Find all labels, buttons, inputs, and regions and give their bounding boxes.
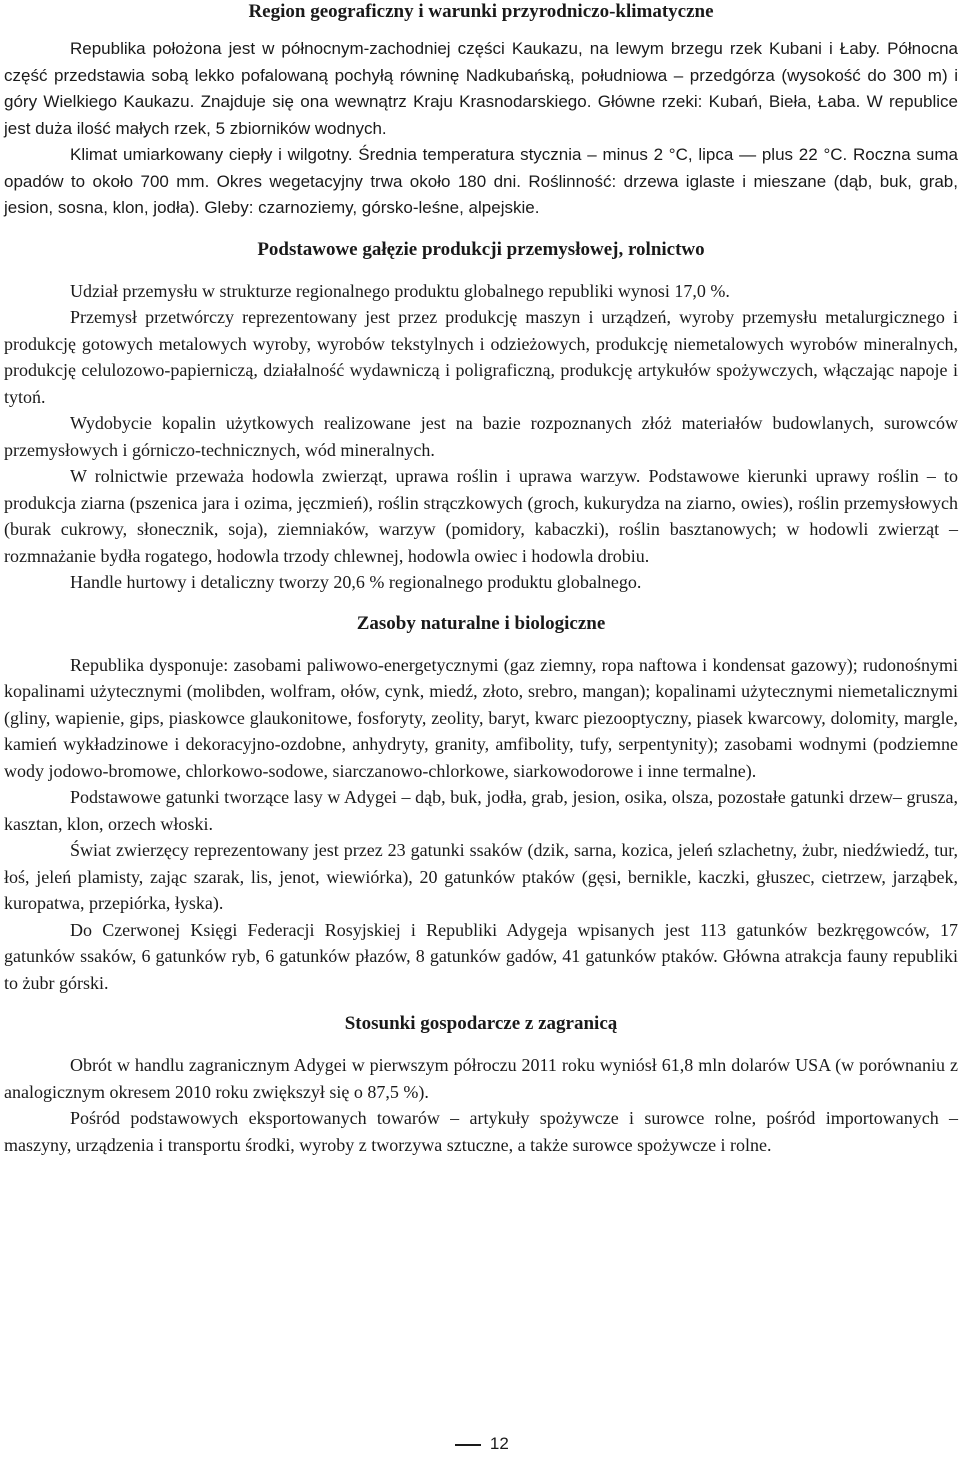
section-heading: Zasoby naturalne i biologiczne [356,612,606,634]
section-heading: Region geograficzny i warunki przyrodniczo-klimatyczne [248,1,714,22]
section-body [4,1052,958,1158]
paragraph: Udział przemysłu w strukturze regionalnego produktu globalnego republiki wynosi 17,0 %. [70,280,730,301]
page-footer [0,1434,960,1454]
page-number: 12 [489,1434,509,1453]
section-heading: Podstawowe gałęzie produkcji przemysłowej, rolnictwo [257,238,705,260]
paragraph: Podstawowe gatunki tworzące lasy w Adygei – dąb, buk, jodła, grab, jesion, osika, olsza, pozostałe gatunki drzew– grusza, kasztan, klon, orzech włoski. [4,787,958,834]
section-body [4,652,958,997]
paragraph: Przemysł przetwórczy reprezentowany jest przez produkcję maszyn i urządzeń, wyroby przemysłu metalurgicznego i produkcję gotowych metalowych wyroby, wyrobów tekstylnych i odzieżowych, produkcję niemetalowych wyrobów mineralnych, produkcję celulozowo-papierniczą, działalność wydawniczą i poligraficzną, produkcję artykułów spożywczych, włączając napoje i tytoń. [4,307,958,407]
paragraph: Świat zwierzęcy reprezentowany jest przez 23 gatunki ssaków (dzik, sarna, kozica, jeleń szlachetny, żubr, niedźwiedź, tur, łoś, jeleń plamisty, zając szarak, lis, jenot, wiewiórka), 20 gatunków ptaków (gęsi, bernikle, kaczki, głuszec, cietrzew, jarząbek, kuropatwa, przepiórka, łyska). [4,840,958,913]
paragraph: Pośród podstawowych eksportowanych towarów – artykuły spożywcze i surowce rolne, pośród importowanych – maszyny, urządzenia i transportu środki, wyroby z tworzywa sztuczne, a także surowce spożywcze i rolne. [4,1108,958,1155]
paragraph: Wydobycie kopalin użytkowych realizowane jest na bazie rozpoznanych złóż materiałów budowlanych, surowców przemysłowych i górniczo-technicznych, wód mineralnych. [4,413,958,460]
footer-rule [455,1444,481,1446]
paragraph: W rolnictwie przeważa hodowla zwierząt, uprawa roślin i uprawa warzyw. Podstawowe kierunki uprawy roślin – to produkcja ziarna (pszenica jara i ozima, jęczmień), roślin strączkowych (groch, kukurydza na ziarno, owies), roślin przemysłowych (burak cukrowy, słonecznik, soja), ziemniaków, warzyw (pomidory, kabaczki), roślin basztanowych; w hodowli zwierząt – rozmnażanie bydła rogatego, hodowla trzody chlewnej, hodowla owiec i hodowla drobiu. [4,466,958,566]
section-foreign-trade [4,1012,958,1158]
paragraph: Republika położona jest w północnym-zachodniej części Kaukazu, na lewym brzegu rzek Kubani i Łaby. Północna część przedstawia sobą lekko pofalowaną pochyłą równinę Nadkubańską, południowa – przedgórza (wysokość do 300 m) i góry Wielkiego Kaukazu. Znajduje się ona wewnątrz Kraju Krasnodarskiego. Główne rzeki: Kubań, Biełа, Łaba. W republice jest duża ilość małych rzek, 5 zbiorników wodnych. [4,39,958,138]
section-industry [4,238,958,596]
paragraph: Handle hurtowy i detaliczny tworzy 20,6 % regionalnego produktu globalnego. [70,572,642,592]
paragraph: Klimat umiarkowany ciepły i wilgotny. Średnia temperatura stycznia – minus 2 °C, lipca — plus 22 °C. Roczna suma opadów to około 700 mm. Okres wegetacyjny trwa około 180 dni. Roślinność: drzewa iglaste i mieszane (dąb, buk, grab, jesion, sosna, klon, jodła). Gleby: czarnoziemy, górsko-leśne, alpejskie. [4,145,958,217]
section-geography [4,0,958,222]
document-page [4,0,958,1158]
paragraph: Obrót w handlu zagranicznym Adygei w pierwszym półroczu 2011 roku wyniósł 61,8 mln dolarów USA (w porównaniu z analogicznym okresem 2010 roku zwiększył się o 87,5 %). [4,1055,958,1102]
paragraph: Republika dysponuje: zasobami paliwowo-energetycznymi (gaz ziemny, ropa naftowa i kondensat gazowy); rudonośnymi kopalinami użytecznymi (molibden, wolfram, ołów, cynk, miedź, złoto, srebro, mangan); kopalinami użytecznymi niemetalicznymi (gliny, wapienie, gips, piaskowce glaukonitowe, fosforyty, zeolity, baryt, kwarc piezooptyczny, piasek kwarcowy, dolomity, margle, kamień wykładzinowe i dekoracyjno-ozdobne, anhydryty, granity, amfibolity, tufy, serpentynity); zasobami wodnymi (podziemne wody jodowo-bromowe, chlorkowo-sodowe, siarczanowo-chlorkowe, siarkowodorowe i inne termalne). [4,654,958,781]
section-body [4,278,958,596]
section-heading: Stosunki gospodarcze z zagranicą [344,1013,618,1034]
section-natural-resources [4,612,958,997]
section-body [4,36,958,222]
paragraph: Do Czerwonej Księgi Federacji Rosyjskiej i Republiki Adygeja wpisanych jest 113 gatunków bezkręgowców, 17 gatunków ssaków, 6 gatunków ryb, 6 gatunków płazów, 8 gatunków gadów, 41 gatunków ptaków. Główna atrakcja fauny republiki to żubr górski. [4,919,958,993]
